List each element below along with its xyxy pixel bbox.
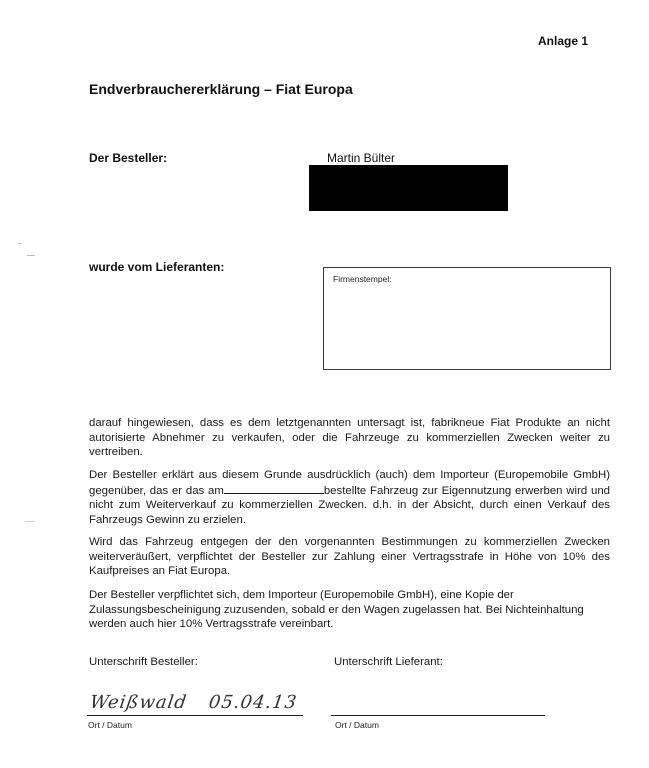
document-title: Endverbrauchererklärung – Fiat Europa: [89, 81, 353, 97]
margin-mark: [27, 255, 35, 256]
paragraph-registration-copy: Der Besteller verpflichtet sich, dem Importeur (Europemobile GmbH), eine Kopie der Zulassungsbescheinigung zuzusenden, sobald er den Wagen zugelassen hat. Bei Nichteinhaltung werden auch hier 10% Vertragsstrafe vereinbart.: [89, 589, 584, 631]
annex-label: Anlage 1: [538, 34, 589, 48]
redacted-address-block: [309, 165, 508, 211]
handwritten-place: Weißwald: [88, 692, 189, 713]
orderer-signature-line: [87, 715, 303, 716]
supplier-label: wurde vom Lieferanten:: [89, 260, 225, 274]
orderer-label: Der Besteller:: [89, 151, 168, 165]
orderer-name: Martin Bülter: [327, 151, 396, 165]
margin-mark: [18, 243, 21, 244]
orderer-signature-label: Unterschrift Besteller:: [89, 656, 198, 668]
order-date-blank-field: [224, 483, 324, 494]
handwritten-date: 05.04.13: [207, 692, 299, 713]
declaration-text-end: bestellte Fahrzeug zur Eigennutzung erwerben wird und nicht zum Weiterverkauf zu kommerziellen Zwecken. d.h. in der Absicht, durch einen Verkauf des Fahrzeugs Gewinn zu erzielen.: [89, 484, 610, 526]
paragraph-penalty: Wird das Fahrzeug entgegen der den vorgenannten Bestimmungen zu kommerziellen Zwecken weiterveräußert, verpflichtet der Besteller zur Zahlung einer Vertragsstrafe in Höhe von 10% des Kaufpreises an Fiat Europa.: [89, 536, 610, 578]
company-stamp-box: [323, 267, 611, 370]
paragraph-declaration: [89, 468, 610, 527]
margin-mark: [25, 521, 35, 522]
handwritten-place-date: [89, 692, 299, 713]
orderer-place-date-caption: Ort / Datum: [88, 720, 132, 730]
paragraph-notice: darauf hingewiesen, dass es dem letztgenannten untersagt ist, fabrikneue Fiat Produkte an nicht autorisierte Abnehmer zu verkaufen, oder die Fahrzeuge zu kommerziellen Zwecken weiter zu vertreiben.: [89, 417, 610, 459]
supplier-signature-label: Unterschrift Lieferant:: [334, 656, 443, 668]
supplier-signature-line: [331, 715, 545, 716]
supplier-place-date-caption: Ort / Datum: [335, 720, 379, 730]
declaration-text-start: Der Besteller erklärt aus diesem Grunde ausdrücklich (auch) dem Importeur (Europemobile GmbH) gegenüber, das er das am: [89, 469, 610, 497]
company-stamp-label: Firmenstempel:: [333, 274, 392, 284]
